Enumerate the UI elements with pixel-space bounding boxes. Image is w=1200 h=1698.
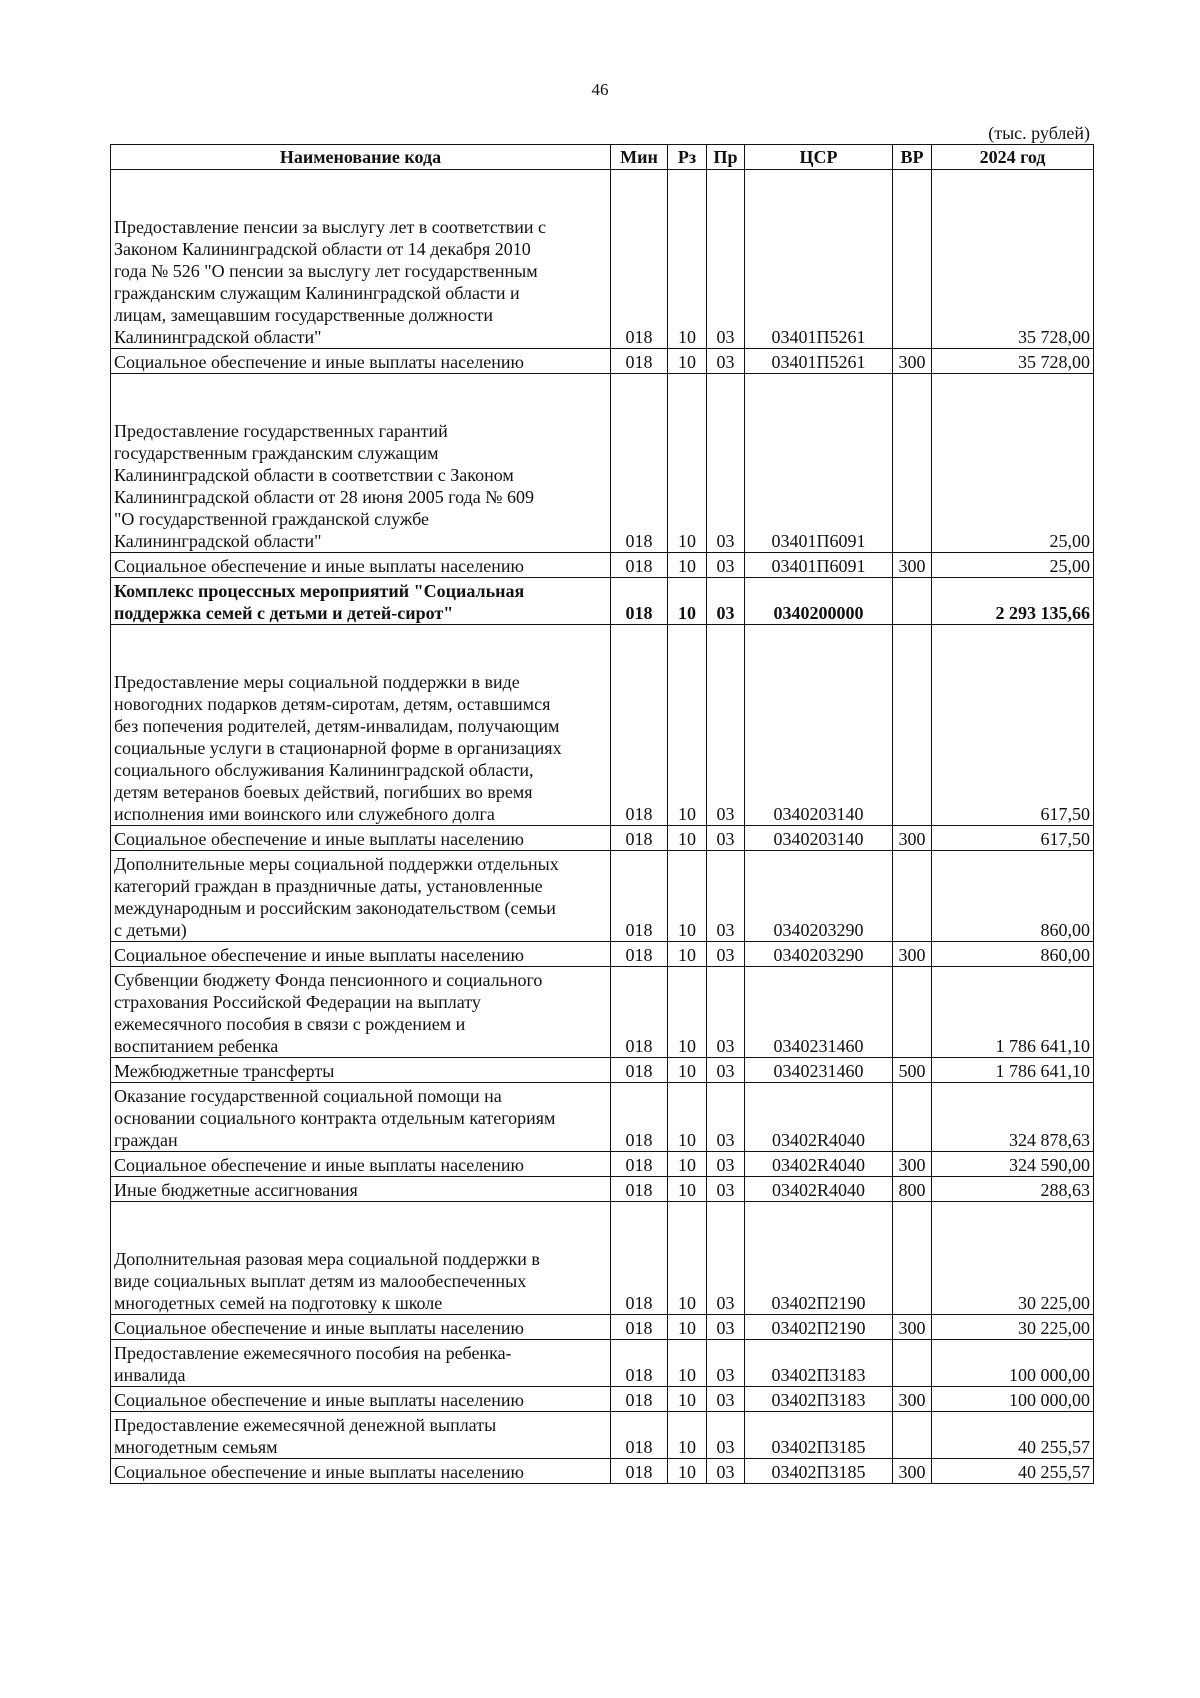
row-rz-cell: 10	[668, 553, 707, 578]
table-row	[111, 1459, 1094, 1484]
table-row	[111, 374, 1094, 553]
row-amount-cell: 40 255,57	[932, 1459, 1094, 1484]
row-rz-cell: 10	[668, 826, 707, 851]
row-amount-cell: 100 000,00	[932, 1387, 1094, 1412]
row-pr-cell: 03	[707, 826, 745, 851]
table-row	[111, 942, 1094, 967]
table-row	[111, 967, 1094, 1058]
row-rz-cell: 10	[668, 349, 707, 374]
row-rz-cell: 10	[668, 1083, 707, 1152]
row-rz-cell: 10	[668, 1387, 707, 1412]
table-row	[111, 1083, 1094, 1152]
row-vr-cell	[893, 170, 932, 349]
row-min-cell: 018	[611, 349, 668, 374]
row-amount-cell: 25,00	[932, 374, 1094, 553]
row-amount-cell: 30 225,00	[932, 1315, 1094, 1340]
row-csr-cell: 0340203290	[745, 851, 893, 942]
row-csr-cell: 03401П6091	[745, 374, 893, 553]
row-rz-cell: 10	[668, 1340, 707, 1387]
row-csr-cell: 03401П5261	[745, 349, 893, 374]
table-body	[111, 170, 1094, 1484]
row-min-cell: 018	[611, 1459, 668, 1484]
row-csr-cell: 03402R4040	[745, 1177, 893, 1202]
row-name-cell: Дополнительная разовая мера социальной поддержки в виде социальных выплат детям из малообеспеченных многодетных семей на подготовку к школе	[111, 1202, 611, 1315]
row-pr-cell: 03	[707, 349, 745, 374]
column-header-rz: Рз	[668, 145, 707, 170]
row-rz-cell: 10	[668, 1058, 707, 1083]
row-name-cell: Комплекс процессных мероприятий "Социальная поддержка семей с детьми и детей-сирот"	[111, 578, 611, 625]
row-vr-cell	[893, 1083, 932, 1152]
row-amount-cell: 860,00	[932, 851, 1094, 942]
row-name-cell: Социальное обеспечение и иные выплаты населению	[111, 942, 611, 967]
page-number: 46	[591, 80, 609, 99]
row-rz-cell: 10	[668, 1459, 707, 1484]
row-name-cell: Социальное обеспечение и иные выплаты населению	[111, 1387, 611, 1412]
row-rz-cell: 10	[668, 851, 707, 942]
row-rz-cell: 10	[668, 374, 707, 553]
table-row	[111, 1202, 1094, 1315]
row-csr-cell: 0340231460	[745, 967, 893, 1058]
table-row	[111, 170, 1094, 349]
budget-table	[110, 144, 1094, 1484]
row-pr-cell: 03	[707, 170, 745, 349]
row-pr-cell: 03	[707, 1083, 745, 1152]
row-rz-cell: 10	[668, 942, 707, 967]
row-amount-cell: 324 590,00	[932, 1152, 1094, 1177]
row-pr-cell: 03	[707, 1459, 745, 1484]
row-name-cell: Предоставление пенсии за выслугу лет в соответствии с Законом Калининградской области от 14 декабря 2010 года № 526 "О пенсии за выслугу лет государственным гражданским служащим Калининградской области и лицам, замещавшим государственные должности Калининградской области"	[111, 170, 611, 349]
row-name-cell: Межбюджетные трансферты	[111, 1058, 611, 1083]
row-min-cell: 018	[611, 1177, 668, 1202]
table-row	[111, 578, 1094, 625]
row-amount-cell: 35 728,00	[932, 170, 1094, 349]
row-vr-cell	[893, 967, 932, 1058]
row-name-cell: Социальное обеспечение и иные выплаты населению	[111, 349, 611, 374]
row-rz-cell: 10	[668, 1152, 707, 1177]
row-rz-cell: 10	[668, 1315, 707, 1340]
row-csr-cell: 0340203140	[745, 625, 893, 826]
row-rz-cell: 10	[668, 1412, 707, 1459]
row-pr-cell: 03	[707, 1340, 745, 1387]
row-amount-cell: 617,50	[932, 625, 1094, 826]
row-min-cell: 018	[611, 170, 668, 349]
row-vr-cell: 300	[893, 942, 932, 967]
row-amount-cell: 25,00	[932, 553, 1094, 578]
row-pr-cell: 03	[707, 1058, 745, 1083]
row-min-cell: 018	[611, 553, 668, 578]
row-pr-cell: 03	[707, 553, 745, 578]
table-row	[111, 826, 1094, 851]
row-vr-cell	[893, 851, 932, 942]
table-row	[111, 553, 1094, 578]
row-min-cell: 018	[611, 578, 668, 625]
row-min-cell: 018	[611, 1058, 668, 1083]
row-min-cell: 018	[611, 1340, 668, 1387]
row-amount-cell: 40 255,57	[932, 1412, 1094, 1459]
row-vr-cell: 500	[893, 1058, 932, 1083]
row-amount-cell: 2 293 135,66	[932, 578, 1094, 625]
row-rz-cell: 10	[668, 967, 707, 1058]
column-header-amount: 2024 год	[932, 145, 1094, 170]
row-min-cell: 018	[611, 1387, 668, 1412]
row-vr-cell	[893, 578, 932, 625]
row-csr-cell: 0340203140	[745, 826, 893, 851]
row-name-cell: Субвенции бюджету Фонда пенсионного и социального страхования Российской Федерации на выплату ежемесячного пособия в связи с рождением и воспитанием ребенка	[111, 967, 611, 1058]
row-min-cell: 018	[611, 967, 668, 1058]
table-row	[111, 1387, 1094, 1412]
row-name-cell: Социальное обеспечение и иные выплаты населению	[111, 826, 611, 851]
column-header-pr: Пр	[707, 145, 745, 170]
row-name-cell: Социальное обеспечение и иные выплаты населению	[111, 1315, 611, 1340]
row-name-cell: Дополнительные меры социальной поддержки отдельных категорий граждан в праздничные даты, установленные международным и российским законодательством (семьи с детьми)	[111, 851, 611, 942]
row-name-cell: Предоставление меры социальной поддержки в виде новогодних подарков детям-сиротам, детям, оставшимся без попечения родителей, детям-инвалидам, получающим социальные услуги в стационарной форме в организациях социального обслуживания Калининградской области, детям ветеранов боевых действий, погибших во время исполнения ими воинского или служебного долга	[111, 625, 611, 826]
row-pr-cell: 03	[707, 851, 745, 942]
row-csr-cell: 03402П3183	[745, 1340, 893, 1387]
row-vr-cell: 300	[893, 826, 932, 851]
row-min-cell: 018	[611, 851, 668, 942]
table-row	[111, 349, 1094, 374]
column-header-min: Мин	[611, 145, 668, 170]
row-name-cell: Предоставление ежемесячной денежной выплаты многодетным семьям	[111, 1412, 611, 1459]
row-min-cell: 018	[611, 1412, 668, 1459]
column-header-vr: ВР	[893, 145, 932, 170]
row-amount-cell: 1 786 641,10	[932, 1058, 1094, 1083]
row-name-cell: Предоставление ежемесячного пособия на ребенка- инвалида	[111, 1340, 611, 1387]
row-amount-cell: 617,50	[932, 826, 1094, 851]
row-min-cell: 018	[611, 1202, 668, 1315]
table-row	[111, 1340, 1094, 1387]
row-csr-cell: 03402R4040	[745, 1083, 893, 1152]
row-csr-cell: 03402П3185	[745, 1459, 893, 1484]
row-pr-cell: 03	[707, 1412, 745, 1459]
row-csr-cell: 0340231460	[745, 1058, 893, 1083]
row-csr-cell: 03402R4040	[745, 1152, 893, 1177]
column-header-name: Наименование кода	[111, 145, 611, 170]
row-rz-cell: 10	[668, 1202, 707, 1315]
row-csr-cell: 03401П6091	[745, 553, 893, 578]
row-min-cell: 018	[611, 826, 668, 851]
row-amount-cell: 35 728,00	[932, 349, 1094, 374]
row-pr-cell: 03	[707, 578, 745, 625]
row-pr-cell: 03	[707, 1152, 745, 1177]
row-pr-cell: 03	[707, 967, 745, 1058]
units-label: (тыс. рублей)	[988, 123, 1090, 143]
row-csr-cell: 03402П2190	[745, 1202, 893, 1315]
table-row	[111, 1177, 1094, 1202]
table-row	[111, 1315, 1094, 1340]
row-vr-cell	[893, 625, 932, 826]
row-rz-cell: 10	[668, 1177, 707, 1202]
row-amount-cell: 288,63	[932, 1177, 1094, 1202]
row-vr-cell	[893, 1202, 932, 1315]
row-name-cell: Социальное обеспечение и иные выплаты населению	[111, 553, 611, 578]
table-row	[111, 1058, 1094, 1083]
row-csr-cell: 0340200000	[745, 578, 893, 625]
row-name-cell: Иные бюджетные ассигнования	[111, 1177, 611, 1202]
row-pr-cell: 03	[707, 1387, 745, 1412]
table-row	[111, 1152, 1094, 1177]
row-name-cell: Предоставление государственных гарантий государственным гражданским служащим Калининградской области в соответствии с Законом Калининградской области от 28 июня 2005 года № 609 "О государственной гражданской службе Калининградской области"	[111, 374, 611, 553]
row-rz-cell: 10	[668, 170, 707, 349]
row-min-cell: 018	[611, 1152, 668, 1177]
row-name-cell: Социальное обеспечение и иные выплаты населению	[111, 1152, 611, 1177]
row-vr-cell: 300	[893, 349, 932, 374]
row-vr-cell	[893, 1340, 932, 1387]
row-min-cell: 018	[611, 1315, 668, 1340]
table-row	[111, 1412, 1094, 1459]
row-pr-cell: 03	[707, 374, 745, 553]
row-min-cell: 018	[611, 942, 668, 967]
row-pr-cell: 03	[707, 1177, 745, 1202]
row-vr-cell: 300	[893, 1152, 932, 1177]
row-pr-cell: 03	[707, 625, 745, 826]
row-vr-cell: 300	[893, 1315, 932, 1340]
row-amount-cell: 860,00	[932, 942, 1094, 967]
row-vr-cell: 800	[893, 1177, 932, 1202]
row-vr-cell: 300	[893, 1387, 932, 1412]
row-amount-cell: 324 878,63	[932, 1083, 1094, 1152]
row-rz-cell: 10	[668, 578, 707, 625]
column-header-csr: ЦСР	[745, 145, 893, 170]
row-min-cell: 018	[611, 374, 668, 553]
row-pr-cell: 03	[707, 1315, 745, 1340]
row-min-cell: 018	[611, 625, 668, 826]
table-row	[111, 625, 1094, 826]
table-header-row	[111, 145, 1094, 170]
row-vr-cell: 300	[893, 553, 932, 578]
row-csr-cell: 03402П2190	[745, 1315, 893, 1340]
row-pr-cell: 03	[707, 1202, 745, 1315]
row-vr-cell	[893, 1412, 932, 1459]
row-csr-cell: 0340203290	[745, 942, 893, 967]
row-amount-cell: 1 786 641,10	[932, 967, 1094, 1058]
row-amount-cell: 100 000,00	[932, 1340, 1094, 1387]
row-vr-cell	[893, 374, 932, 553]
row-vr-cell: 300	[893, 1459, 932, 1484]
row-name-cell: Социальное обеспечение и иные выплаты населению	[111, 1459, 611, 1484]
row-min-cell: 018	[611, 1083, 668, 1152]
row-rz-cell: 10	[668, 625, 707, 826]
row-name-cell: Оказание государственной социальной помощи на основании социального контракта отдельным категориям граждан	[111, 1083, 611, 1152]
row-csr-cell: 03402П3183	[745, 1387, 893, 1412]
table-row	[111, 851, 1094, 942]
row-amount-cell: 30 225,00	[932, 1202, 1094, 1315]
row-csr-cell: 03401П5261	[745, 170, 893, 349]
row-pr-cell: 03	[707, 942, 745, 967]
row-csr-cell: 03402П3185	[745, 1412, 893, 1459]
